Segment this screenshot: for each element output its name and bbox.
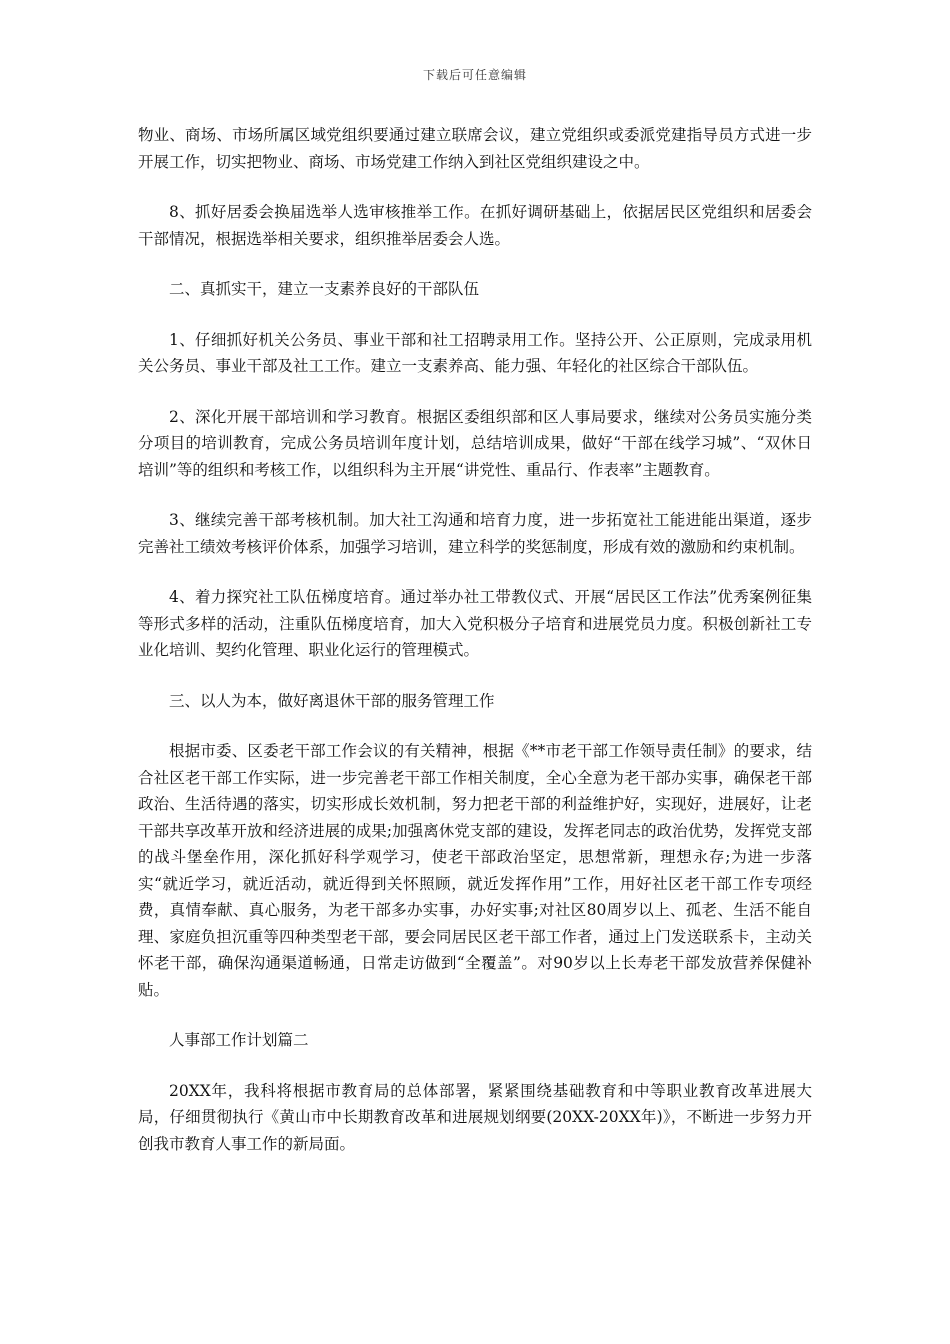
paragraph-intro-2: 20XX年，我科将根据市教育局的总体部署，紧紧围绕基础教育和中等职业教育改革进展大局，仔细贯彻执行《黄山市中长期教育改革和进展规划纲要(20XX-20XX年)》，不断进一步努力开创我市教育人事工作的新局面。 (138, 1081, 812, 1153)
paragraph-item-8: 8、抓好居委会换届选举人选审核推举工作。在抓好调研基础上，依据居民区党组织和居委会干部情况，根据选举相关要求，组织推举居委会人选。 (138, 203, 812, 248)
section-heading-2: 二、真抓实干，建立一支素养良好的干部队伍 (169, 280, 480, 298)
paragraph-item-2: 2、深化开展干部培训和学习教育。根据区委组织部和区人事局要求，继续对公务员实施分类分项目的培训教育，完成公务员培训年度计划，总结培训成果，做好“干部在线学习城”、“双休日培训”等的组织和考核工作，以组织科为主开展“讲党性、重品行、作表率”主题教育。 (138, 407, 812, 479)
paragraph-retired-cadres: 根据市委、区委老干部工作会议的有关精神，根据《**市老干部工作领导责任制》的要求，结合社区老干部工作实际，进一步完善老干部工作相关制度，全心全意为老干部办实事，确保老干部政治、生活待遇的落实，切实形成长效机制，努力把老干部的利益维护好，实现好，进展好，让老干部共享改革开放和经济进展的成果;加强离休党支部的建设，发挥老同志的政治优势，发挥党支部的战斗堡垒作用，深化抓好科学观学习，使老干部政治坚定，思想常新，理想永存;为进一步落实“就近学习，就近活动，就近得到关怀照顾，就近发挥作用”工作，用好社区老干部工作专项经费，真情奉献、真心服务，为老干部多办实事，办好实事;对社区80周岁以上、孤老、生活不能自理、家庭负担沉重等四种类型老干部，要会同居民区老干部工作者，通过上门发送联系卡，主动关怀老干部，确保沟通渠道畅通，日常走访做到“全覆盖”。对90岁以上长寿老干部发放营养保健补贴。 (138, 742, 812, 999)
paragraph-continued: 物业、商场、市场所属区域党组织要通过建立联席会议，建立党组织或委派党建指导员方式进一步开展工作，切实把物业、商场、市场党建工作纳入到社区党组织建设之中。 (138, 126, 812, 171)
paragraph-item-1: 1、仔细抓好机关公务员、事业干部和社工招聘录用工作。坚持公开、公正原则，完成录用机关公务员、事业干部及社工工作。建立一支素养高、能力强、年轻化的社区综合干部队伍。 (138, 330, 812, 375)
document-body (138, 122, 812, 1181)
document-subtitle: 人事部工作计划篇二 (169, 1031, 309, 1049)
section-heading-3: 三、以人为本，做好离退休干部的服务管理工作 (169, 691, 495, 710)
paragraph-item-4: 4、着力探究社工队伍梯度培育。通过举办社工带教仪式、开展“居民区工作法”优秀案例征集等形式多样的活动，注重队伍梯度培育，加大入党积极分子培育和进展党员力度。积极创新社工专业化培训、契约化管理、职业化运行的管理模式。 (138, 588, 812, 659)
paragraph-item-3: 3、继续完善干部考核机制。加大社工沟通和培育力度，进一步拓宽社工能进能出渠道，逐步完善社工绩效考核评价体系，加强学习培训，建立科学的奖惩制度，形成有效的激励和约束机制。 (138, 511, 812, 556)
page-header: 下载后可任意编辑 (422, 68, 527, 82)
